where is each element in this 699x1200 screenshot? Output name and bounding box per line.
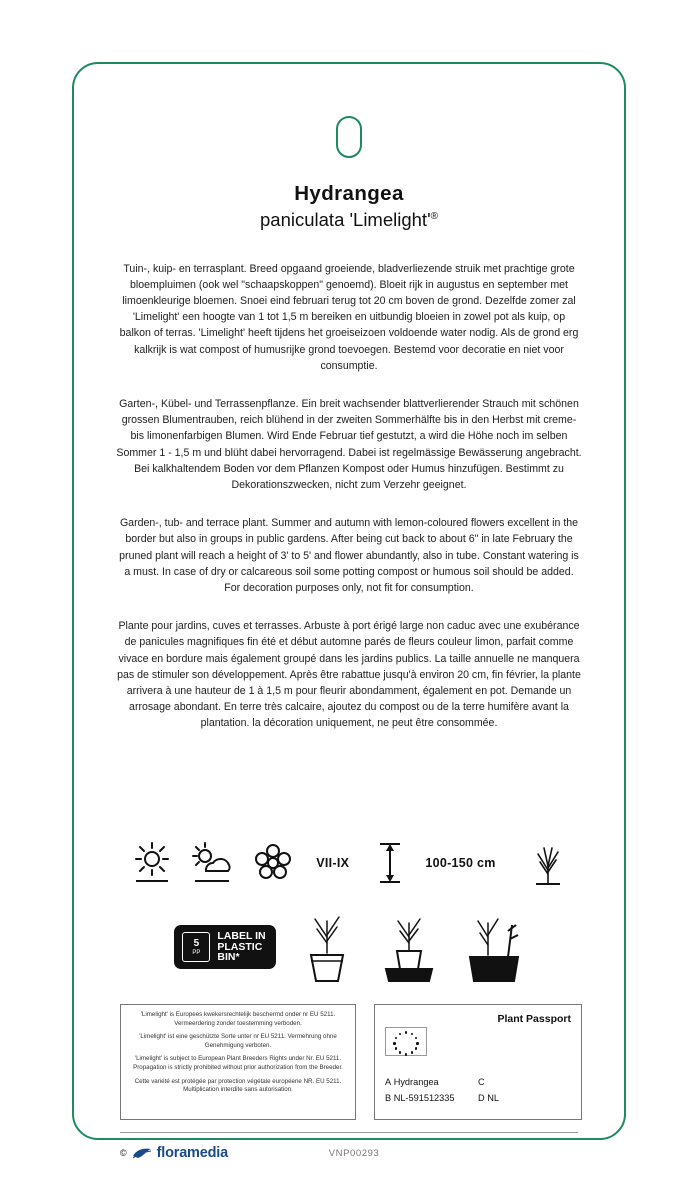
hang-hole-icon — [336, 116, 362, 158]
passport-field-a — [385, 1077, 478, 1087]
plant-label-card — [72, 62, 626, 1161]
plant-passport-box — [374, 1004, 582, 1120]
description-en: Garden-, tub- and terrace plant. Summer and autumn with lemon-coloured flowers excellent in the border but also in groups in public gardens. After being cut back to about 6" in late February the pruned plant will reach a height of 3' to 5' and flower abundantly, also in tube. Constant watering is a must. In case of dry or calcareous soil some potting compost or humous soil should be added. For decoration purposes only, not fit for consumption. — [119, 517, 579, 595]
legal-line-de: 'Limelight' ist eine geschützte Sorte unter nr EU 5211. Vermehrung ohne Genehmigung verboten. — [139, 1033, 337, 1049]
plant-passport-title: Plant Passport — [497, 1013, 571, 1025]
pictogram-row-primary — [124, 834, 574, 892]
recycle-line-2: PLASTIC — [217, 940, 263, 953]
flower-icon — [252, 842, 294, 884]
eu-flag-icon — [385, 1027, 427, 1056]
legal-line-nl: 'Limelight' is Europees kwekersrechtelijk beschermd onder nr EU 5211. Vermeerdering zonder toestemming verboden. — [140, 1011, 336, 1027]
recycle-material: PP — [192, 949, 201, 956]
passport-key-a: A — [385, 1077, 392, 1087]
plant-genus: Hydrangea — [294, 182, 404, 205]
copyright-symbol: © — [120, 1148, 127, 1158]
pictogram-row-secondary — [124, 909, 574, 985]
plant-in-pot-icon — [298, 911, 356, 983]
passport-key-c: C — [478, 1077, 485, 1087]
floramedia-leaf-icon — [132, 1147, 152, 1160]
pruning-icon — [530, 840, 566, 886]
passport-key-b: B — [385, 1093, 392, 1103]
description-de: Garten-, Kübel- und Terrassenpflanze. Ein breit wachsender blattverlierender Strauch mit schönen grossen Blumentrauben, reich blühend in der zweiten Sommerhälfte bis in den Herbst mit creme- bis limonenfarbigen Blumen. Wird Ende Februar tief gestutzt, a wird die Höhe noch im selben Sommer 1 - 1,5 m und blüht dabei hervorragend. Dabei ist regelmässige Bewässerung angebracht. Bei kalkhaltendem Boden vor dem Pflanzen Kompost oder Humus hinzufügen. Bestimmt zu Dekorationszwecken, nicht zum Verzehr geeignet. — [116, 398, 582, 492]
recycle-line-3: BIN* — [217, 951, 240, 964]
recycle-line-1: LABEL IN — [217, 930, 266, 943]
brand-block — [120, 1145, 228, 1161]
passport-value-d: NL — [487, 1093, 499, 1103]
legal-line-en: 'Limelight' is subject to European Plant Breeders Rights under Nr. EU 5211. Propagation is strictly prohibited without prior authorization from the Breeder. — [133, 1055, 343, 1071]
title-block — [74, 182, 624, 231]
flowering-period-label: VII-IX — [316, 856, 350, 870]
legal-line-fr: Cette variété est protégée par protection végétale européene NR. EU 5211. Multiplication interdite sans autorisation. — [134, 1077, 342, 1094]
recycle-triangle-icon — [182, 932, 210, 962]
description-nl: Tuin-, kuip- en terrasplant. Breed opgaand groeiende, bladverliezende struik met prachtige grote bloempluimen (ook wel "schaapskoppen" genoemd). Bloeit rijk in augustus en september met limoenkleurige bloemen. Snoei eind februari terug tot 20 cm boven de grond. Dezelfde zomer zal 'Limelight' een hoogte van 1 tot 1,5 m bereiken en uitbundig bloeien in zowel pot als kuip, op balkon of terras. 'Limelight' heeft tijdens het groeiseizoen voldoende water nodig. Als de grond erg kalkrijk is wat compost of humusrijke grond toevoegen. Bestemd voor decoratie en niet voor consumptie. — [119, 262, 579, 372]
recycle-code: 5 — [193, 937, 200, 949]
description-block — [116, 250, 582, 754]
partial-shade-icon — [190, 841, 234, 885]
recycle-badge — [174, 925, 275, 969]
height-arrow-icon — [377, 840, 403, 886]
footer — [120, 1132, 578, 1167]
passport-key-d: D — [478, 1093, 485, 1103]
description-fr: Plante pour jardins, cuves et terrasses. Arbuste à port érigé large non caduc avec une exubérance de panicules magnifiques fin été et début automne parés de fleurs couleur limon, parfait comme vivace en bordure mais également groupé dans les jardins publics. La taille annuelle ne manquera pas de stimuler son développement. Après être rabattue jusqu'à environ 20 cm, fin février, la plante arrivera à une hauteur de 1 à 1,5 m pour fleurir abondamment, également en pot. Demande un arrosage abondant. En terre très calcaire, ajoutez du compost ou de la terre humifère avant la plantation. la décoration uniquement, ne peut être consommée. — [117, 620, 581, 730]
passport-col-left — [385, 1077, 478, 1109]
article-code: VNP00293 — [328, 1147, 380, 1159]
passport-value-b: NL-591512335 — [393, 1093, 455, 1103]
recycle-text — [217, 931, 265, 963]
passport-col-right — [478, 1077, 571, 1109]
height-label: 100-150 cm — [425, 856, 496, 870]
brand-name: floramedia — [156, 1145, 228, 1161]
water-tray-icon — [378, 911, 440, 983]
plant-passport-fields — [385, 1077, 571, 1109]
full-sun-icon — [132, 841, 172, 885]
trademark-symbol: ® — [430, 210, 438, 222]
legal-notice-box — [120, 1004, 356, 1120]
plant-in-soil-icon — [462, 911, 524, 983]
passport-field-b — [385, 1093, 478, 1103]
plant-species — [74, 209, 624, 231]
passport-field-c — [478, 1077, 571, 1087]
plant-species-text: paniculata 'Limelight' — [260, 209, 431, 230]
passport-field-d — [478, 1093, 571, 1103]
passport-value-a: Hydrangea — [393, 1077, 439, 1087]
